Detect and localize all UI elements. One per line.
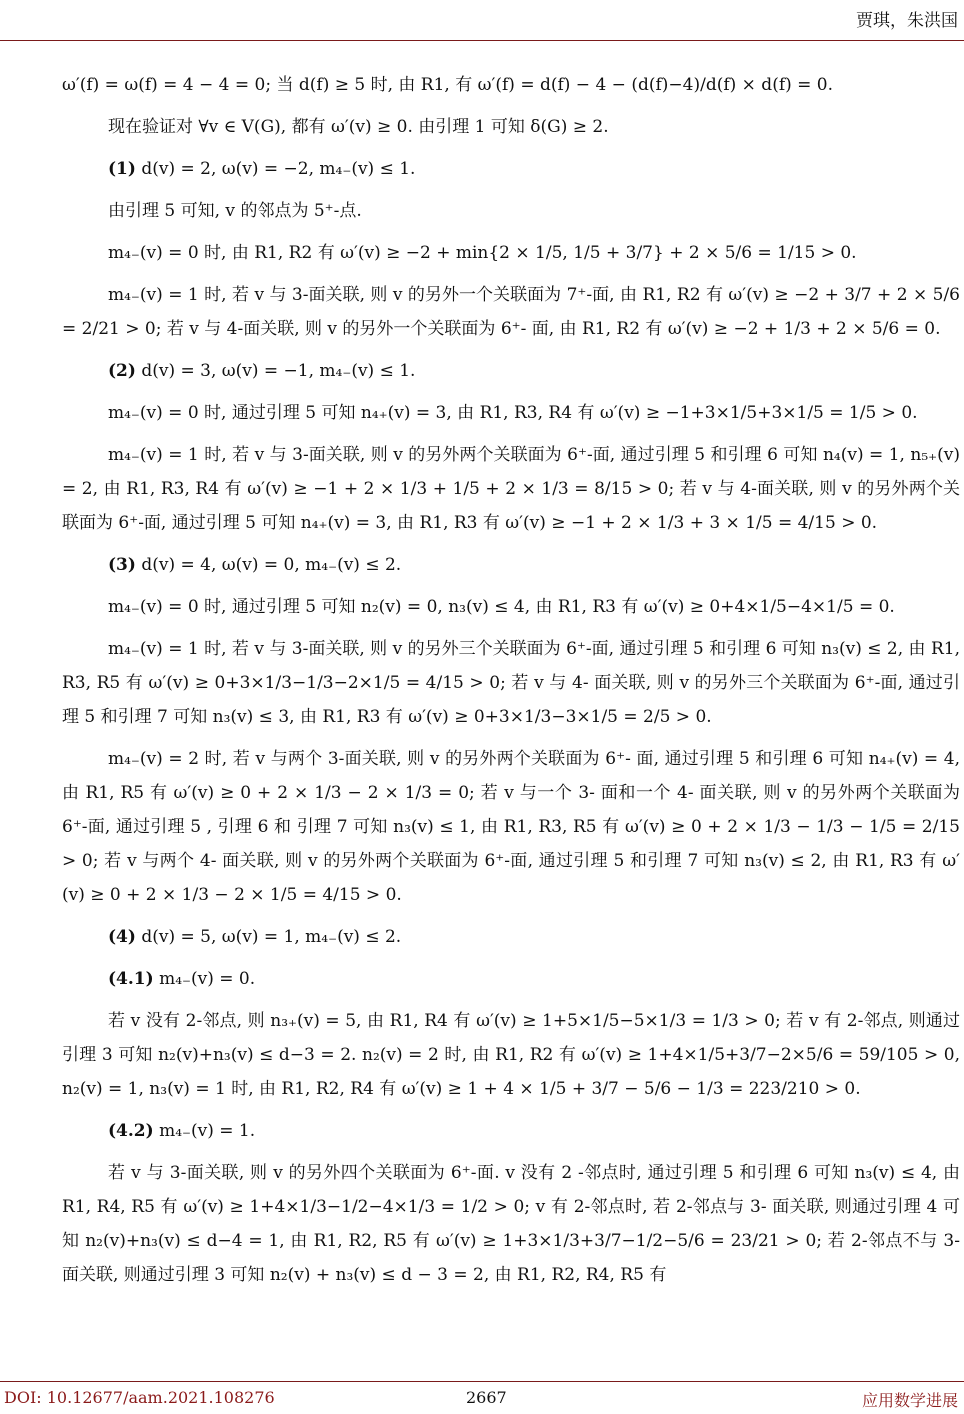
case-text: m₄₋(v) = 1.	[159, 1121, 256, 1141]
page-header	[0, 0, 964, 41]
paragraph: m₄₋(v) = 0 时, 通过引理 5 可知 n₂(v) = 0, n₃(v) ≤ 4, 由 R1, R3 有 ω′(v) ≥ 0+4×1/5−4×1/5 = 0.	[108, 597, 895, 617]
footer-journal: 应用数学进展	[861, 1391, 958, 1410]
case-label: (3)	[108, 555, 136, 575]
case-text: m₄₋(v) = 0.	[159, 969, 256, 989]
case-heading	[62, 962, 960, 996]
case-heading	[62, 1114, 960, 1148]
paragraph: m₄₋(v) = 0 时, 通过引理 5 可知 n₄₊(v) = 3, 由 R1, R3, R4 有 ω′(v) ≥ −1+3×1/5+3×1/5 = 1/5 > 0.	[108, 403, 918, 423]
paragraph: m₄₋(v) = 0 时, 由 R1, R2 有 ω′(v) ≥ −2 + min{2 × 1/5, 1/5 + 3/7} + 2 × 5/6 = 1/15 > 0.	[108, 243, 857, 263]
case-text: d(v) = 2, ω(v) = −2, m₄₋(v) ≤ 1.	[141, 159, 416, 179]
case-label: (2)	[108, 361, 136, 381]
case-heading	[62, 920, 960, 954]
case-label: (4)	[108, 927, 136, 947]
case-label: (4.2)	[108, 1121, 154, 1141]
page-number: 2667	[466, 1388, 507, 1407]
case-text: d(v) = 3, ω(v) = −1, m₄₋(v) ≤ 1.	[141, 361, 416, 381]
paragraph: m₄₋(v) = 1 时, 若 v 与 3-面关联, 则 v 的另外三个关联面为 6⁺-面, 通过引理 5 和引理 6 可知 n₃(v) ≤ 2, 由 R1, R3, R5 有 ω′(v) ≥ 0+3×1/3−1/3−2×1/5 = 4/15 > 0; 若 v 与 4- 面关联, 则 v 的另外三个关联面为 6⁺-面, 通过引理 5 和引理 7 可知 n₃(v) ≤ 3, 由 R1, R3 有 ω′(v) ≥ 0+3×1/3−3×1/5 = 2/5 > 0.	[62, 639, 960, 727]
case-heading	[62, 548, 960, 582]
page-footer	[0, 1381, 964, 1414]
paragraph: ω′(f) = ω(f) = 4 − 4 = 0; 当 d(f) ≥ 5 时, 由 R1, 有 ω′(f) = d(f) − 4 − (d(f)−4)/d(f) × d(f) = 0.	[62, 75, 834, 95]
case-text: d(v) = 5, ω(v) = 1, m₄₋(v) ≤ 2.	[141, 927, 402, 947]
case-label: (4.1)	[108, 969, 154, 989]
case-label: (1)	[108, 159, 136, 179]
footer-doi[interactable]: DOI: 10.12677/aam.2021.108276	[4, 1388, 275, 1407]
header-authors: 贾琪，朱洪国	[856, 11, 958, 31]
case-text: d(v) = 4, ω(v) = 0, m₄₋(v) ≤ 2.	[141, 555, 402, 575]
paragraph: 由引理 5 可知, v 的邻点为 5⁺-点.	[108, 201, 362, 221]
paragraph: m₄₋(v) = 1 时, 若 v 与 3-面关联, 则 v 的另外一个关联面为 7⁺-面, 由 R1, R2 有 ω′(v) ≥ −2 + 3/7 + 2 × 5/6 = 2/21 > 0; 若 v 与 4-面关联, 则 v 的另外一个关联面为 6⁺- 面, 由 R1, R2 有 ω′(v) ≥ −2 + 1/3 + 2 × 5/6 = 0.	[62, 285, 960, 339]
paragraph: m₄₋(v) = 2 时, 若 v 与两个 3-面关联, 则 v 的另外两个关联面为 6⁺- 面, 通过引理 5 和引理 6 可知 n₄₊(v) = 4, 由 R1, R5 有 ω′(v) ≥ 0 + 2 × 1/3 − 2 × 1/3 = 0; 若 v 与一个 3- 面和一个 4- 面关联, 则 v 的另外两个关联面为 6⁺-面, 通过引理 5 , 引理 6 和 引理 7 可知 n₃(v) ≤ 1, 由 R1, R3, R5 有 ω′(v) ≥ 0 + 2 × 1/3 − 1/3 − 1/5 = 2/15 > 0; 若 v 与两个 4- 面关联, 则 v 的另外两个关联面为 6⁺-面, 通过引理 5 和引理 7 可知 n₃(v) ≤ 2, 由 R1, R3 有 ω′(v) ≥ 0 + 2 × 1/3 − 2 × 1/5 = 4/15 > 0.	[62, 749, 960, 905]
case-heading	[62, 152, 960, 186]
paragraph: 若 v 与 3-面关联, 则 v 的另外四个关联面为 6⁺-面. v 没有 2 -邻点时, 通过引理 5 和引理 6 可知 n₃(v) ≤ 4, 由 R1, R4, R5 有 ω′(v) ≥ 1+4×1/3−1/2−4×1/3 = 1/2 > 0; v 有 2-邻点时, 若 2-邻点与 3- 面关联, 则通过引理 4 可知 n₂(v)+n₃(v) ≤ d−4 = 1, 由 R1, R2, R5 有 ω′(v) ≥ 1+3×1/3+3/7−1/2−5/6 = 23/21 > 0; 若 2-邻点不与 3-面关联, 则通过引理 3 可知 n₂(v) + n₃(v) ≤ d − 3 = 2, 由 R1, R2, R4, R5 有	[62, 1163, 960, 1285]
paragraph: 若 v 没有 2-邻点, 则 n₃₊(v) = 5, 由 R1, R4 有 ω′(v) ≥ 1+5×1/5−5×1/3 = 1/3 > 0; 若 v 有 2-邻点, 则通过引理 3 可知 n₂(v)+n₃(v) ≤ d−3 = 2. n₂(v) = 2 时, 由 R1, R2 有 ω′(v) ≥ 1+4×1/5+3/7−2×5/6 = 59/105 > 0, n₂(v) = 1, n₃(v) = 1 时, 由 R1, R2, R4 有 ω′(v) ≥ 1 + 4 × 1/5 + 3/7 − 5/6 − 1/3 = 223/210 > 0.	[62, 1011, 960, 1099]
paragraph: 现在验证对 ∀v ∈ V(G), 都有 ω′(v) ≥ 0. 由引理 1 可知 δ(G) ≥ 2.	[108, 117, 609, 137]
paragraph: m₄₋(v) = 1 时, 若 v 与 3-面关联, 则 v 的另外两个关联面为 6⁺-面, 通过引理 5 和引理 6 可知 n₄(v) = 1, n₅₊(v) = 2, 由 R1, R3, R4 有 ω′(v) ≥ −1 + 2 × 1/3 + 1/5 + 2 × 1/3 = 8/15 > 0; 若 v 与 4-面关联, 则 v 的另外两个关联面为 6⁺-面, 通过引理 5 可知 n₄₊(v) = 3, 由 R1, R3 有 ω′(v) ≥ −1 + 2 × 1/3 + 3 × 1/5 = 4/15 > 0.	[62, 445, 960, 533]
case-heading	[62, 354, 960, 388]
body-text	[62, 68, 960, 1300]
